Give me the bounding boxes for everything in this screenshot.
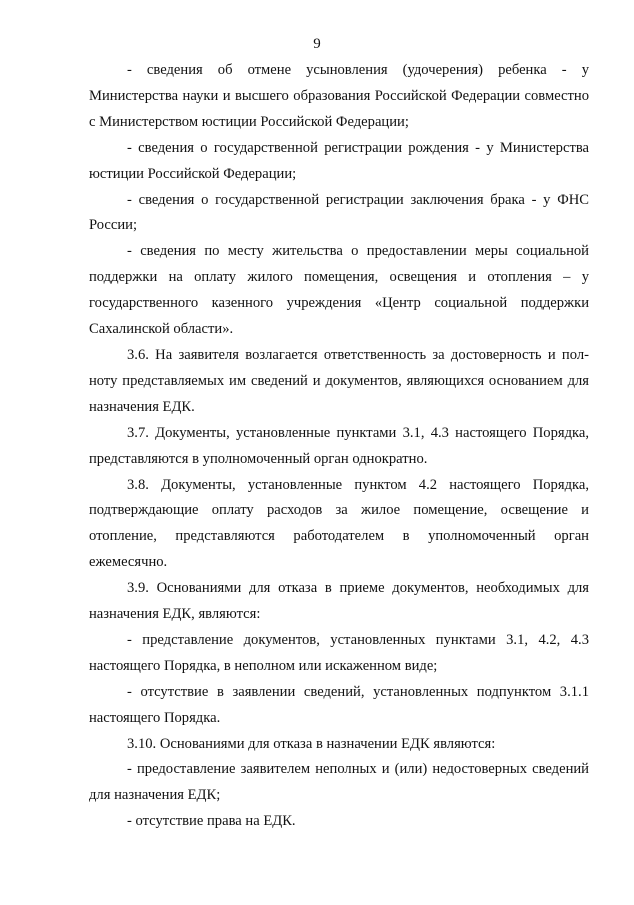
paragraph-3-10-item-false-info: - предоставление заявителем неполных и (или) недостоверных сведений для назначения ЕДК;	[89, 761, 589, 804]
paragraph-residence-support: - сведения по месту жительства о предоставлении меры социальной поддержки на оплату жилого помещения, освещения и отопления – у государственного казенного учреждения «Центр социальной поддержки Сахалинской области».	[89, 243, 589, 338]
paragraph-3-8: 3.8. Документы, установленные пунктом 4.2 настоящего Порядка, подтверждающие оплату расходов за жилое помещение, освещение и отопление, представляются работодателем в уполномоченный орган ежемесячно.	[89, 476, 589, 571]
document-body	[89, 58, 589, 835]
paragraph-3-6: 3.6. На заявителя возлагается ответственность за достоверность и полноту представляемых им сведений и документов, являющихся основанием для назначения ЕДК.	[89, 346, 589, 415]
paragraph-3-7: 3.7. Документы, установленные пунктами 3.1, 4.3 настоящего Порядка, представляются в уполномоченный орган однократно.	[89, 424, 589, 467]
paragraph-birth-registration: - сведения о государственной регистрации рождения - у Министерства юстиции Российской Федерации;	[89, 139, 589, 182]
paragraph-3-9-item-incomplete-docs: - представление документов, установленных пунктами 3.1, 4.2, 4.3 настоящего Порядка, в неполном или искаженном виде;	[89, 631, 589, 674]
paragraph-3-9-item-missing-info: - отсутствие в заявлении сведений, установленных подпунктом 3.1.1 настоящего Порядка.	[89, 683, 589, 726]
paragraph-3-10-item-no-right: - отсутствие права на ЕДК.	[127, 813, 296, 830]
paragraph-3-9: 3.9. Основаниями для отказа в приеме документов, необходимых для назначения ЕДК, являются:	[89, 580, 589, 623]
page-number: 9	[313, 36, 321, 52]
paragraph-marriage-registration: - сведения о государственной регистрации заключения брака - у ФНС России;	[89, 191, 589, 234]
paragraph-adoption-cancellation: - сведения об отмене усыновления (удочерения) ребенка - у Министерства науки и высшего образования Российской Федерации совместно с Министерством юстиции Российской Федерации;	[89, 62, 589, 130]
paragraph-3-10: 3.10. Основаниями для отказа в назначении ЕДК являются:	[127, 735, 496, 752]
